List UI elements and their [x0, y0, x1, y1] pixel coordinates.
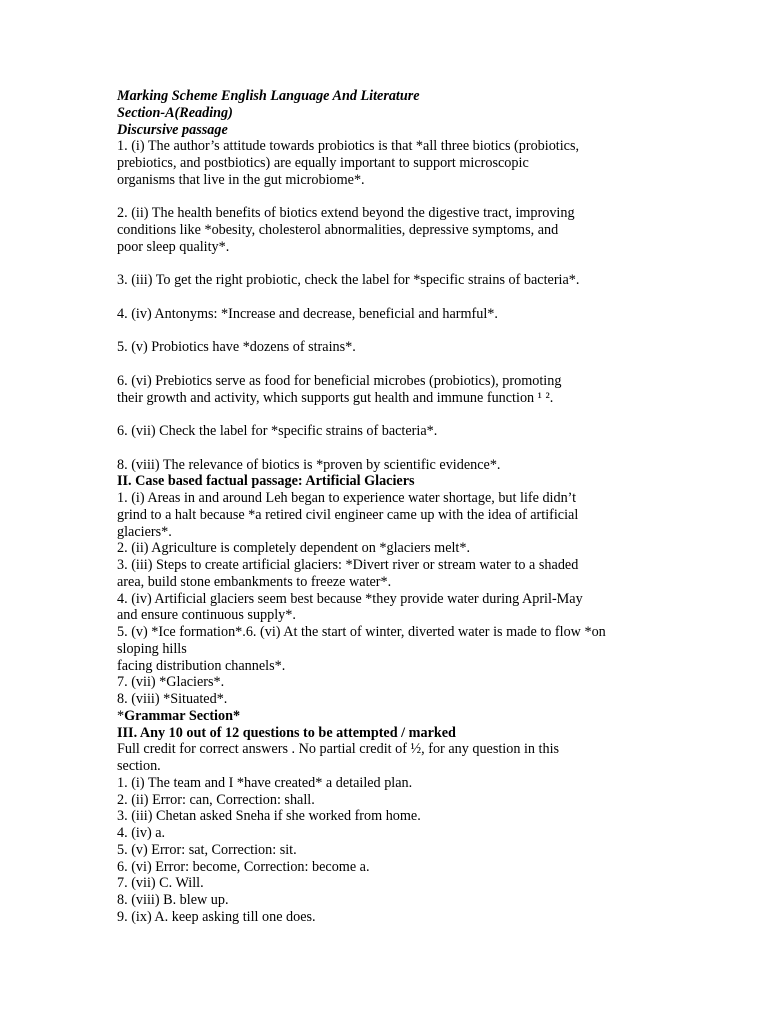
answer-line: 4. (iv) a. — [117, 825, 166, 841]
answer-line: 5. (v) *Ice formation*.6. (vi) At the start of winter, diverted water is made to flow *on — [117, 624, 606, 640]
answer-line: and ensure continuous supply*. — [117, 607, 296, 624]
grammar-prefix: * — [117, 707, 125, 724]
answer-line: conditions like *obesity, cholesterol abnormalities, depressive symptoms, and — [117, 222, 559, 238]
blank-line — [117, 440, 662, 457]
answer-line: organisms that live in the gut microbiome*. — [117, 171, 365, 188]
answer-line: 3. (iii) Steps to create artificial glaciers: *Divert river or stream water to a shaded — [117, 557, 579, 573]
answer-line: facing distribution channels*. — [117, 657, 286, 674]
answer-line: 7. (vii) C. Will. — [117, 875, 204, 892]
answer-line: 6. (vii) Check the label for *specific strains of bacteria*. — [117, 423, 438, 439]
blank-line — [117, 356, 662, 373]
answer-line: poor sleep quality*. — [117, 238, 230, 255]
grammar-title: Grammar Section* — [124, 707, 241, 724]
blank-line — [117, 189, 662, 206]
section-a-answers — [117, 138, 662, 473]
answer-line: 9. (ix) A. keep asking till one does. — [117, 908, 316, 925]
answer-line: 2. (ii) Agriculture is completely dependent on *glaciers melt*. — [117, 540, 471, 557]
answer-line: 3. (iii) To get the right probiotic, check the label for *specific strains of bacteria*. — [117, 272, 580, 289]
answer-line: 4. (iv) Artificial glaciers seem best because *they provide water during April-May — [117, 590, 583, 607]
answer-line: 1. (i) The team and I *have created* a detailed plan. — [117, 774, 413, 791]
grammar-heading — [117, 708, 662, 725]
answer-line: 8. (viii) *Situated*. — [117, 691, 228, 707]
answer-line: 6. (vi) Error: become, Correction: become a. — [117, 858, 370, 875]
answer-line: 7. (vii) *Glaciers*. — [117, 674, 225, 691]
answer-line: 1. (i) The author’s attitude towards probiotics is that *all three biotics (probiotics, — [117, 138, 580, 155]
answer-line: Full credit for correct answers . No partial credit of ½, for any question in this — [117, 741, 560, 758]
answer-line: prebiotics, and postbiotics) are equally important to support microscopic — [117, 155, 529, 171]
answer-line: 8. (viii) The relevance of biotics is *proven by scientific evidence*. — [117, 456, 501, 473]
answer-line: 5. (v) Error: sat, Correction: sit. — [117, 841, 297, 858]
grammar-answers — [117, 741, 662, 925]
answer-line: 1. (i) Areas in and around Leh began to experience water shortage, but life didn’t — [117, 490, 577, 506]
answer-line: 8. (viii) B. blew up. — [117, 892, 229, 908]
section-heading: Section-A(Reading) — [117, 104, 233, 121]
section-b-heading: II. Case based factual passage: Artificial Glaciers — [117, 473, 415, 490]
grammar-subheading: III. Any 10 out of 12 questions to be attempted / marked — [117, 724, 456, 741]
answer-line: 3. (iii) Chetan asked Sneha if she worked from home. — [117, 808, 421, 825]
document-page — [117, 88, 662, 926]
section-b-answers — [117, 490, 662, 708]
answer-line: 6. (vi) Prebiotics serve as food for beneficial microbes (probiotics), promoting — [117, 372, 562, 389]
answer-line: grind to a halt because *a retired civil engineer came up with the idea of artificial — [117, 506, 579, 523]
answer-line: sloping hills — [117, 640, 187, 657]
answer-line: their growth and activity, which supports gut health and immune function ¹ ². — [117, 389, 554, 406]
answer-line: section. — [117, 758, 161, 774]
answer-line: 2. (ii) Error: can, Correction: shall. — [117, 791, 315, 808]
answer-line: 4. (iv) Antonyms: *Increase and decrease, beneficial and harmful*. — [117, 305, 498, 322]
blank-line — [117, 406, 662, 423]
answer-line: area, build stone embankments to freeze water*. — [117, 573, 392, 590]
passage-heading: Discursive passage — [117, 121, 228, 138]
document-title: Marking Scheme English Language And Literature — [117, 88, 420, 104]
blank-line — [117, 289, 662, 306]
blank-line — [117, 323, 662, 340]
blank-line — [117, 256, 662, 273]
answer-line: glaciers*. — [117, 523, 172, 540]
answer-line: 5. (v) Probiotics have *dozens of strains*. — [117, 339, 356, 356]
answer-line: 2. (ii) The health benefits of biotics extend beyond the digestive tract, improving — [117, 205, 575, 222]
